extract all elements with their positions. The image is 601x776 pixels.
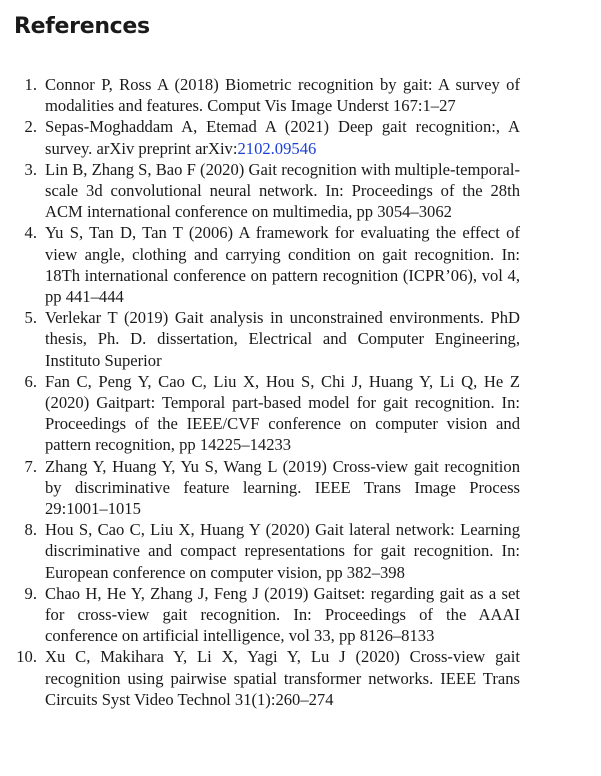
reference-text: Yu S, Tan D, Tan T (2006) A framework for evaluating the effect of view angle, clothing and carrying condition on gait recognition. In: 18Th international conference on pattern recognition (ICPR’06), vol 4, pp 441–444 — [45, 223, 520, 307]
reference-number: 10. — [16, 647, 37, 667]
reference-number: 1. — [24, 75, 37, 94]
reference-item — [0, 456, 520, 520]
reference-item — [0, 116, 520, 158]
reference-number: 7. — [24, 456, 37, 476]
reference-text: Zhang Y, Huang Y, Yu S, Wang L (2019) Cross-view gait recognition by discriminative feature learning. IEEE Trans Image Process 29:1001–1015 — [45, 456, 520, 519]
reference-item — [0, 519, 520, 583]
reference-text: Xu C, Makihara Y, Li X, Yagi Y, Lu J (2020) Cross-view gait recognition using pairwise spatial transformer networks. IEEE Trans Circuits Syst Video Technol 31(1):260–274 — [45, 647, 520, 709]
reference-number: 4. — [24, 223, 37, 243]
reference-number: 2. — [24, 117, 37, 137]
reference-list — [0, 74, 601, 710]
reference-item — [0, 222, 520, 307]
reference-text: Hou S, Cao C, Liu X, Huang Y (2020) Gait lateral network: Learning discriminative and compact representations for gait recognition. In: European conference on computer vision, pp 382–398 — [45, 520, 520, 582]
reference-number: 6. — [24, 371, 37, 391]
reference-item — [0, 307, 520, 371]
reference-text: Verlekar T (2019) Gait analysis in unconstrained environments. PhD thesis, Ph. D. dissertation, Electrical and Computer Engineering, Instituto Superior — [45, 308, 520, 370]
reference-item — [0, 646, 520, 710]
reference-item — [0, 371, 520, 456]
reference-text: Chao H, He Y, Zhang J, Feng J (2019) Gaitset: regarding gait as a set for cross-view gait recognition. In: Proceedings of the AAAI conference on artificial intelligence, vol 33, pp 8126–8133 — [45, 583, 520, 646]
reference-number: 3. — [24, 159, 37, 179]
arxiv-link[interactable]: 2102.09546 — [237, 138, 317, 158]
reference-text: Sepas-Moghaddam A, Etemad A (2021) Deep gait recognition:, A survey. arXiv preprint arXiv: — [45, 117, 520, 158]
reference-item — [0, 74, 520, 116]
reference-item — [0, 583, 520, 647]
reference-number: 8. — [24, 520, 37, 540]
reference-text: Lin B, Zhang S, Bao F (2020) Gait recognition with multiple-temporal-scale 3d convolutional neural network. In: Proceedings of the 28th ACM international conference on multimedia, pp 3054–3062 — [45, 159, 520, 222]
reference-number: 9. — [24, 583, 37, 603]
reference-text: Fan C, Peng Y, Cao C, Liu X, Hou S, Chi J, Huang Y, Li Q, He Z (2020) Gaitpart: Temporal part-based model for gait recognition. In: Proceedings of the IEEE/CVF conference on computer vision and pattern recognition, pp 14225–14233 — [45, 371, 520, 455]
reference-text: Connor P, Ross A (2018) Biometric recognition by gait: A survey of modalities and features. Comput Vis Image Underst 167:1–27 — [45, 75, 520, 116]
reference-number: 5. — [24, 308, 37, 328]
reference-item — [0, 159, 520, 223]
section-heading: References — [14, 14, 150, 39]
